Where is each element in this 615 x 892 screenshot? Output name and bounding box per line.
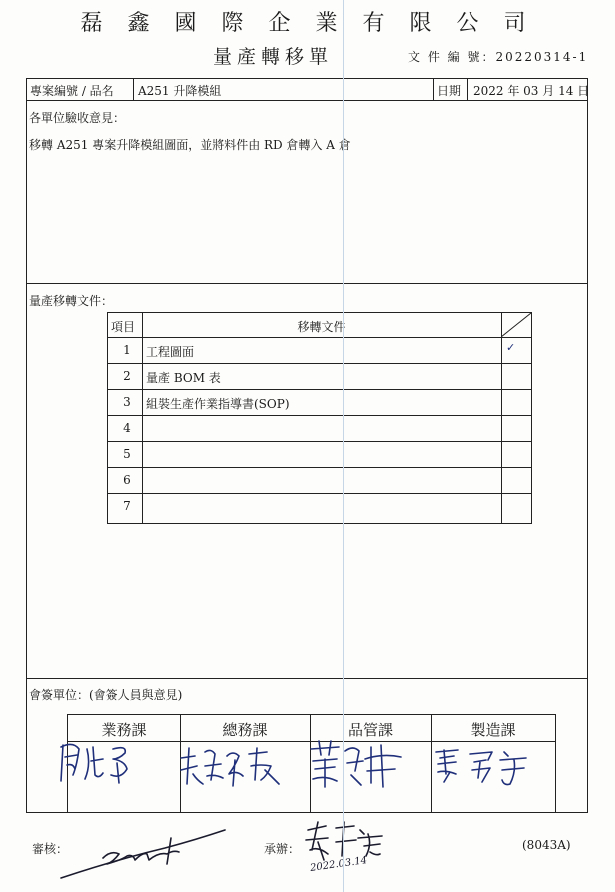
row-3-no: 3 bbox=[123, 395, 131, 409]
countersign-label: 會簽單位：(會簽人員與意見) bbox=[29, 688, 183, 702]
document-number-label: 文 件 編 號： bbox=[408, 50, 496, 64]
opinion-label: 各單位驗收意見： bbox=[29, 111, 126, 125]
dept-quality-control: 品管課 bbox=[347, 721, 393, 739]
form-code: (8043A) bbox=[522, 838, 571, 852]
dept-manufacturing: 製造課 bbox=[470, 721, 516, 739]
row-2-doc: 量產 BOM 表 bbox=[146, 371, 221, 385]
form-title: 量產轉移單 bbox=[213, 46, 334, 68]
transfer-label: 量產移轉文件： bbox=[29, 294, 114, 308]
project-label: 專案編號 / 品名 bbox=[30, 84, 114, 98]
date-value: 2022 年 03 月 14 日 bbox=[473, 84, 590, 98]
review-label: 審核： bbox=[32, 842, 69, 856]
document-number bbox=[408, 48, 588, 65]
document-number-value: 20220314-1 bbox=[495, 50, 589, 64]
col-doc-header: 移轉文件 bbox=[297, 320, 346, 334]
handler-date: 2022.03.14 bbox=[309, 855, 368, 874]
row-1-check: ✓ bbox=[506, 341, 516, 354]
row-7-no: 7 bbox=[123, 499, 131, 513]
row-3-doc: 組裝生產作業指導書(SOP) bbox=[146, 397, 290, 411]
signature-manufacturing bbox=[430, 742, 540, 792]
signature-quality-control bbox=[305, 735, 415, 795]
handler-label: 承辦： bbox=[264, 842, 301, 856]
row-1-no: 1 bbox=[123, 343, 131, 357]
company-name: 磊 鑫 國 際 企 業 有 限 公 司 bbox=[80, 11, 535, 36]
row-2-no: 2 bbox=[123, 369, 131, 383]
date-label: 日期 bbox=[437, 84, 462, 98]
form-frame bbox=[26, 78, 588, 813]
col-item-header: 項目 bbox=[111, 320, 136, 334]
row-5-no: 5 bbox=[123, 447, 131, 461]
project-value: A251 升降模組 bbox=[138, 84, 222, 98]
signature-general-affairs bbox=[175, 740, 295, 795]
dept-general-affairs: 總務課 bbox=[222, 721, 268, 739]
paper-fold-crease bbox=[343, 0, 344, 892]
signature-reviewer bbox=[55, 824, 235, 884]
row-6-no: 6 bbox=[123, 473, 131, 487]
opinion-text: 移轉 A251 專案升降模組圖面，並將料件由 RD 倉轉入 A 倉 bbox=[29, 138, 351, 152]
row-1-doc: 工程圖面 bbox=[146, 345, 195, 359]
row-4-no: 4 bbox=[123, 421, 131, 435]
header-diagonal bbox=[501, 313, 531, 337]
transfer-table bbox=[107, 312, 532, 524]
signature-sales bbox=[55, 735, 145, 790]
dept-sales: 業務課 bbox=[101, 721, 147, 739]
